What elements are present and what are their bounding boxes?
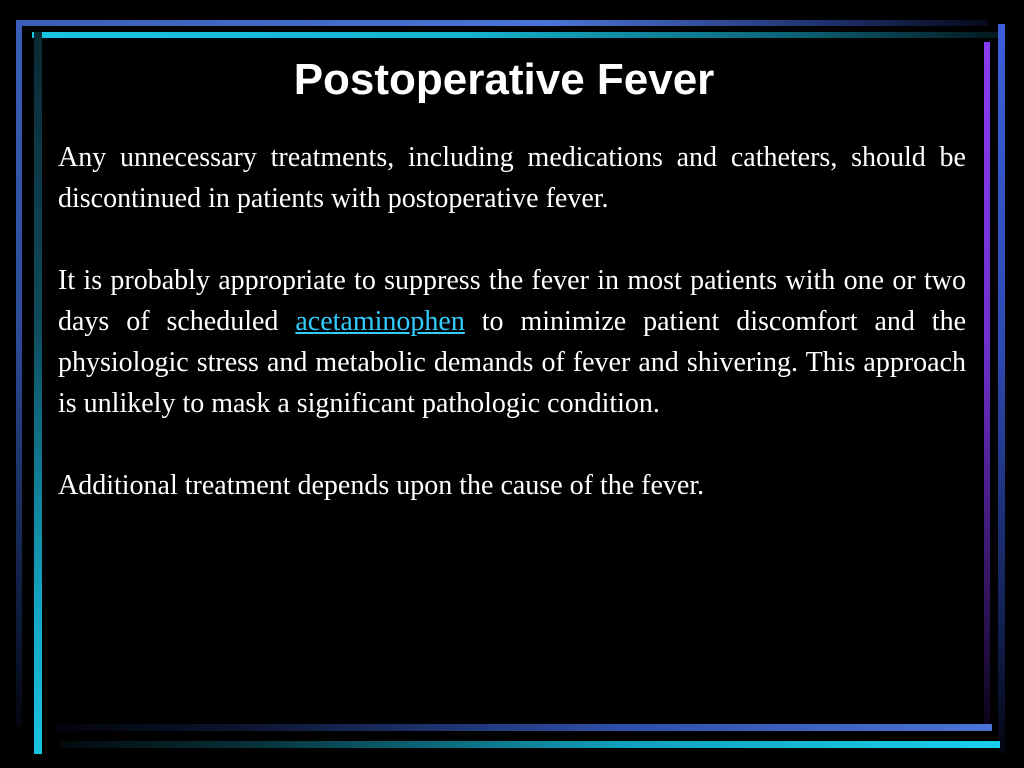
frame-bar-bottom-blue (56, 724, 992, 731)
frame-bar-left-cyan (34, 32, 42, 754)
paragraph-text-before-link: It is probably appropriate to suppress the fever in most patients with one or two days of scheduled (58, 265, 966, 337)
frame-bar-top-cyan (32, 32, 1000, 38)
frame-bar-right-blue (998, 24, 1005, 754)
frame-bar-bottom-cyan (60, 741, 1000, 748)
paragraph-text-after-link: to minimize patient discomfort and the physiologic stress and metabolic demands of fever and shivering. This approach is unlikely to mask a significant pathologic condition. (58, 306, 967, 419)
paragraph-discontinue-treatments: Any unnecessary treatments, including medications and catheters, should be discontinued in patients with postoperative fever. (58, 142, 966, 214)
paragraph-additional-treatment: Additional treatment depends upon the cause of the fever. (58, 470, 705, 501)
frame-bar-top-blue (16, 20, 988, 26)
slide-body (58, 137, 966, 506)
frame-bar-right-purple (984, 42, 990, 726)
paragraph-suppress-fever (58, 260, 966, 424)
acetaminophen-link[interactable]: acetaminophen (295, 306, 465, 337)
frame-bar-left-blue (16, 20, 22, 726)
slide-title: Postoperative Fever (293, 55, 715, 104)
